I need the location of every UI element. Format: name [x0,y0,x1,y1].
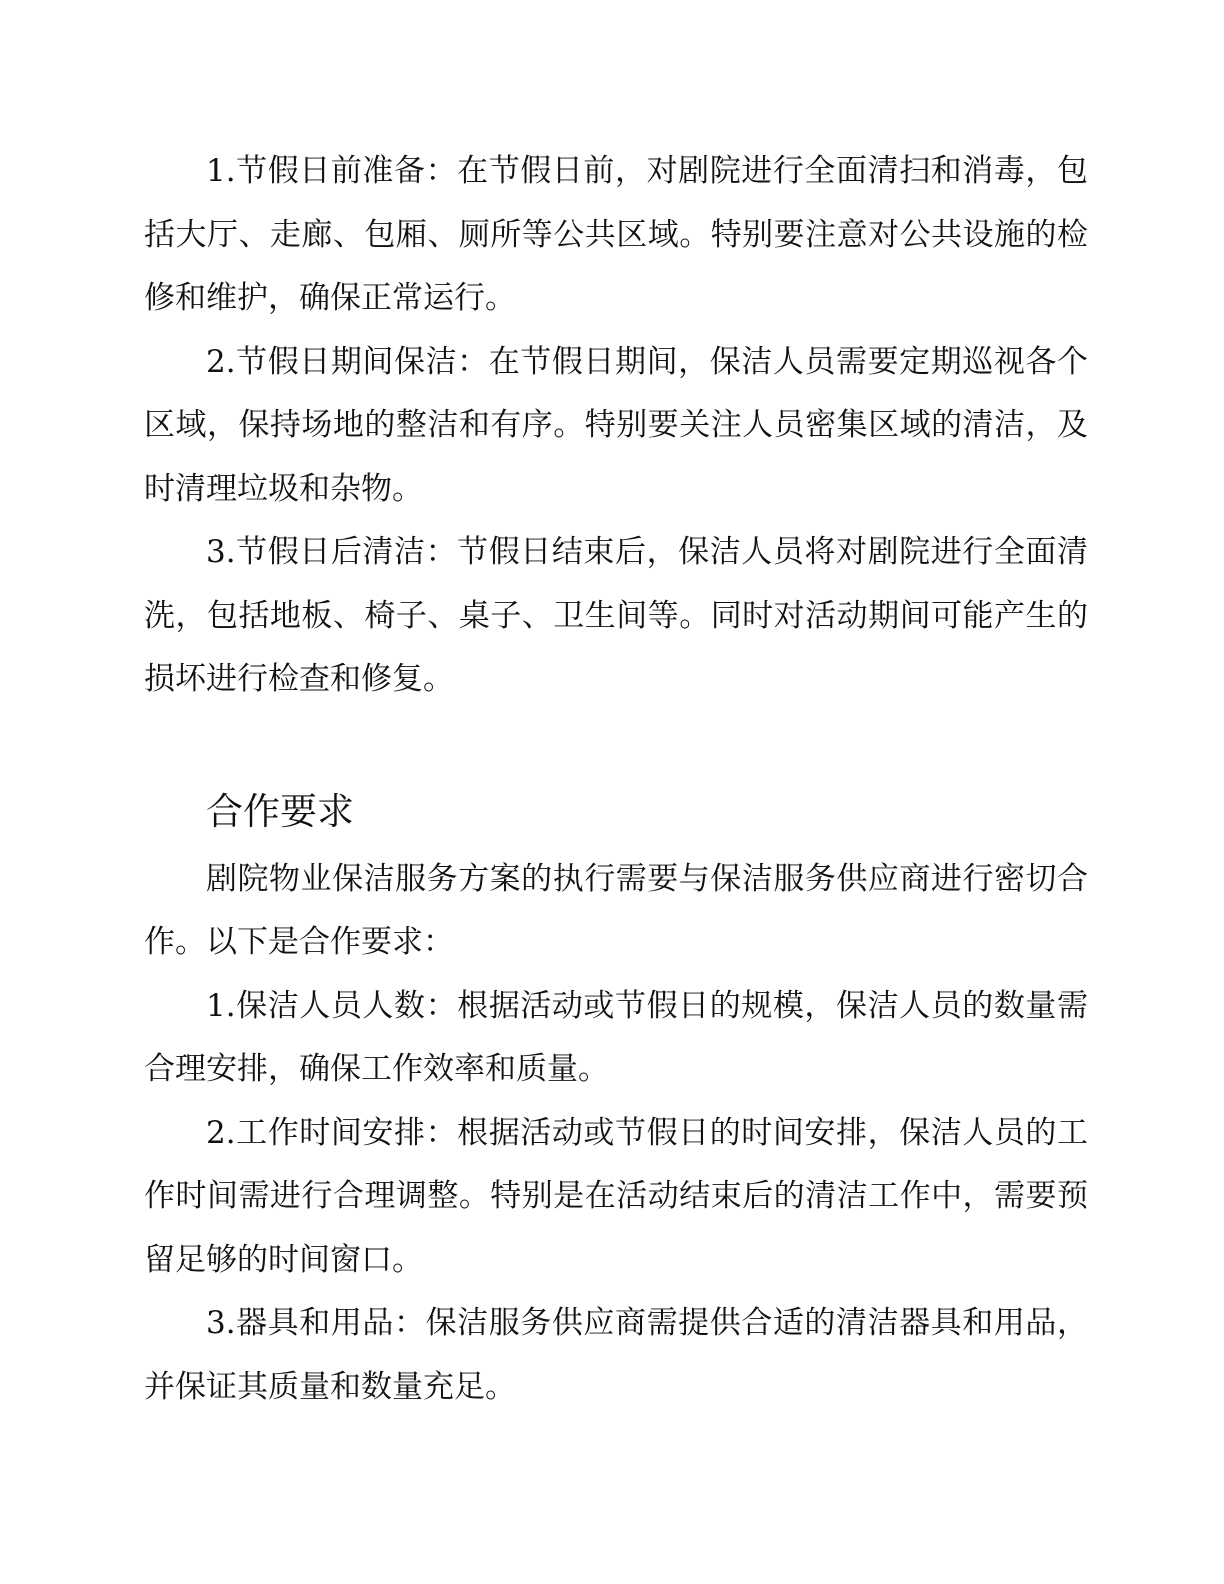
document-page [144,140,1088,1419]
paragraph-holiday-cleaning: 2.节假日期间保洁：在节假日期间，保洁人员需要定期巡视各个区域，保持场地的整洁和有序。特别要关注人员密集区域的清洁，及时清理垃圾和杂物。 [144,343,1088,507]
paragraph-cooperation-intro: 剧院物业保洁服务方案的执行需要与保洁服务供应商进行密切合作。以下是合作要求： [144,860,1088,960]
paragraph-staff-count: 1.保洁人员人数：根据活动或节假日的规模，保洁人员的数量需合理安排，确保工作效率和质量。 [144,987,1088,1087]
paragraph-post-holiday-cleaning: 3.节假日后清洁：节假日结束后，保洁人员将对剧院进行全面清洗，包括地板、椅子、桌子、卫生间等。同时对活动期间可能产生的损坏进行检查和修复。 [144,534,1088,697]
paragraph-holiday-preparation: 1.节假日前准备：在节假日前，对剧院进行全面清扫和消毒，包括大厅、走廊、包厢、厕所等公共区域。特别要注意对公共设施的检修和维护，确保正常运行。 [144,153,1088,316]
paragraph-tools-supplies: 3.器具和用品：保洁服务供应商需提供合适的清洁器具和用品，并保证其质量和数量充足。 [144,1305,1088,1405]
section-heading-cooperation: 合作要求 [206,789,354,833]
paragraph-work-schedule: 2.工作时间安排：根据活动或节假日的时间安排，保洁人员的工作时间需进行合理调整。特别是在活动结束后的清洁工作中，需要预留足够的时间窗口。 [144,1114,1088,1278]
